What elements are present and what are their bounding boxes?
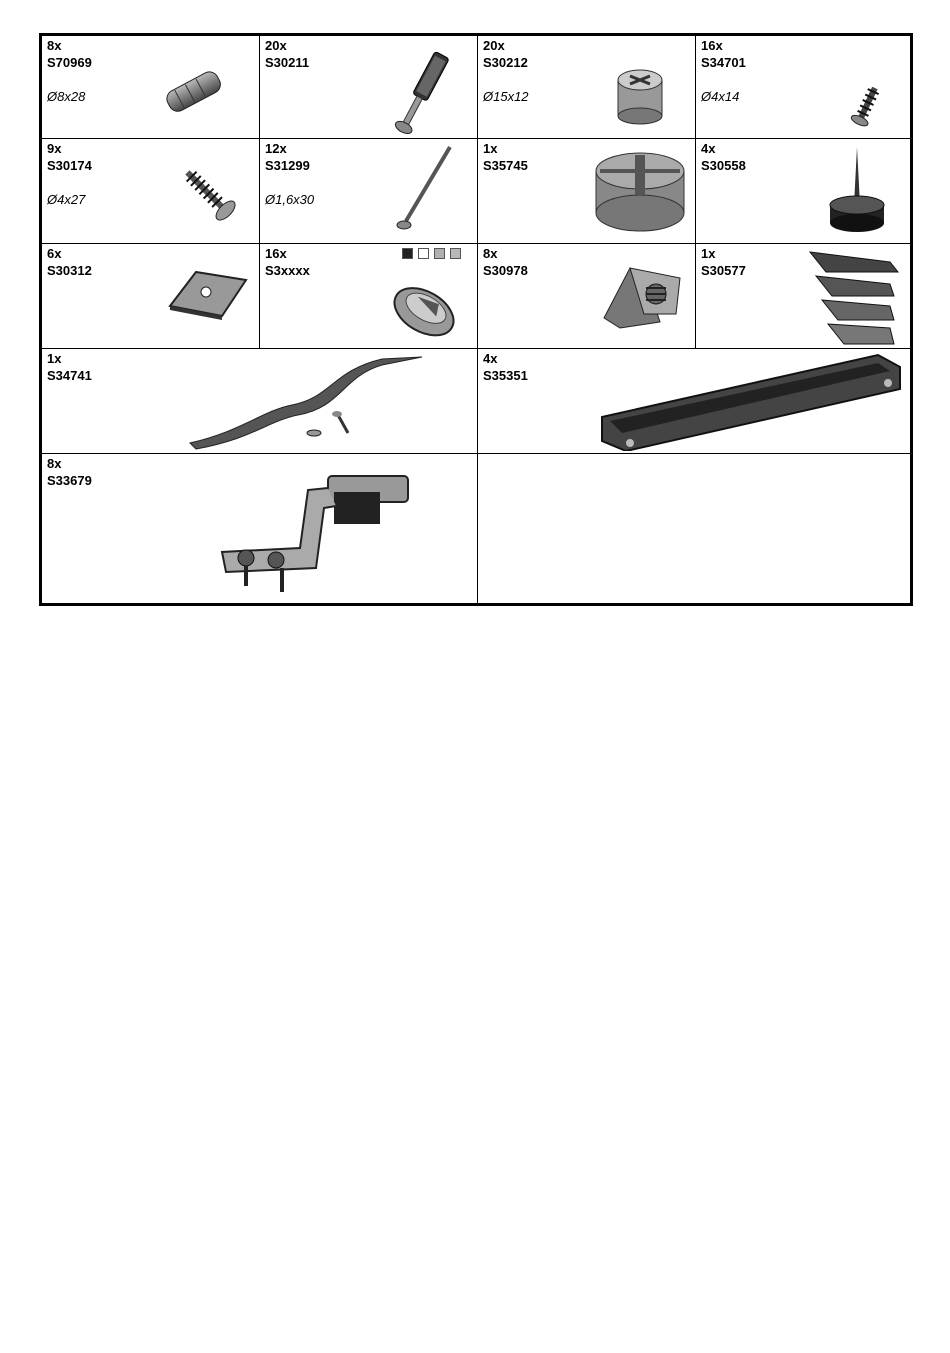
part-quantity: 8x bbox=[47, 38, 62, 53]
metal-plate-icon bbox=[166, 266, 250, 322]
dowel-icon bbox=[160, 62, 230, 122]
part-cell bbox=[260, 139, 478, 244]
part-quantity: 1x bbox=[483, 141, 498, 156]
part-cell bbox=[478, 36, 696, 139]
short-screw-icon bbox=[846, 82, 886, 132]
part-code: S31299 bbox=[265, 158, 310, 173]
hinge-icon bbox=[216, 468, 416, 598]
part-code: S30312 bbox=[47, 263, 92, 278]
part-code: S30558 bbox=[701, 158, 746, 173]
part-code: S3xxxx bbox=[265, 263, 310, 278]
part-code: S35745 bbox=[483, 158, 528, 173]
wedge-stack-icon bbox=[806, 248, 906, 348]
part-code: S30212 bbox=[483, 55, 528, 70]
part-quantity: 1x bbox=[701, 246, 716, 261]
part-code: S30577 bbox=[701, 263, 746, 278]
color-swatch bbox=[450, 248, 461, 259]
part-cell bbox=[42, 454, 478, 603]
part-quantity: 4x bbox=[483, 351, 498, 366]
part-cell bbox=[42, 349, 478, 454]
part-quantity: 16x bbox=[265, 246, 287, 261]
part-quantity: 12x bbox=[265, 141, 287, 156]
part-quantity: 16x bbox=[701, 38, 723, 53]
part-cell bbox=[42, 36, 260, 139]
part-cell bbox=[696, 139, 910, 244]
part-code: S34741 bbox=[47, 368, 92, 383]
part-cell bbox=[696, 36, 910, 139]
part-cell bbox=[478, 349, 910, 454]
part-cell bbox=[260, 244, 478, 349]
handle-bar-icon bbox=[598, 351, 904, 451]
color-swatch bbox=[434, 248, 445, 259]
empty-cell bbox=[478, 454, 910, 603]
parts-table bbox=[39, 33, 913, 606]
part-code: S34701 bbox=[701, 55, 746, 70]
part-quantity: 9x bbox=[47, 141, 62, 156]
part-code: S30174 bbox=[47, 158, 92, 173]
color-swatch bbox=[418, 248, 429, 259]
part-code: S70969 bbox=[47, 55, 92, 70]
part-cell bbox=[42, 139, 260, 244]
nail-icon bbox=[390, 143, 460, 233]
part-dimension: Ø8x28 bbox=[47, 89, 86, 104]
color-swatches bbox=[402, 248, 461, 259]
strap-icon bbox=[182, 351, 432, 451]
part-cell bbox=[696, 244, 910, 349]
part-cell bbox=[42, 244, 260, 349]
screw-icon bbox=[174, 159, 246, 231]
part-quantity: 6x bbox=[47, 246, 62, 261]
part-code: S33679 bbox=[47, 473, 92, 488]
connector-bolt-icon bbox=[382, 46, 462, 139]
glide-nail-icon bbox=[826, 145, 888, 239]
part-code: S35351 bbox=[483, 368, 528, 383]
part-dimension: Ø15x12 bbox=[483, 89, 529, 104]
round-foot-icon bbox=[590, 145, 690, 237]
cam-lock-icon bbox=[610, 60, 670, 126]
part-dimension: Ø4x27 bbox=[47, 192, 86, 207]
part-quantity: 1x bbox=[47, 351, 62, 366]
part-quantity: 8x bbox=[47, 456, 62, 471]
corner-bracket-icon bbox=[600, 254, 686, 334]
part-cell bbox=[478, 139, 696, 244]
part-cell bbox=[478, 244, 696, 349]
part-code: S30978 bbox=[483, 263, 528, 278]
part-code: S30211 bbox=[265, 55, 310, 70]
part-quantity: 4x bbox=[701, 141, 716, 156]
color-swatch bbox=[402, 248, 413, 259]
part-dimension: Ø1,6x30 bbox=[265, 192, 315, 207]
part-quantity: 20x bbox=[265, 38, 287, 53]
cover-cap-icon bbox=[390, 278, 460, 342]
part-quantity: 8x bbox=[483, 246, 498, 261]
part-quantity: 20x bbox=[483, 38, 505, 53]
part-dimension: Ø4x14 bbox=[701, 89, 740, 104]
part-cell bbox=[260, 36, 478, 139]
